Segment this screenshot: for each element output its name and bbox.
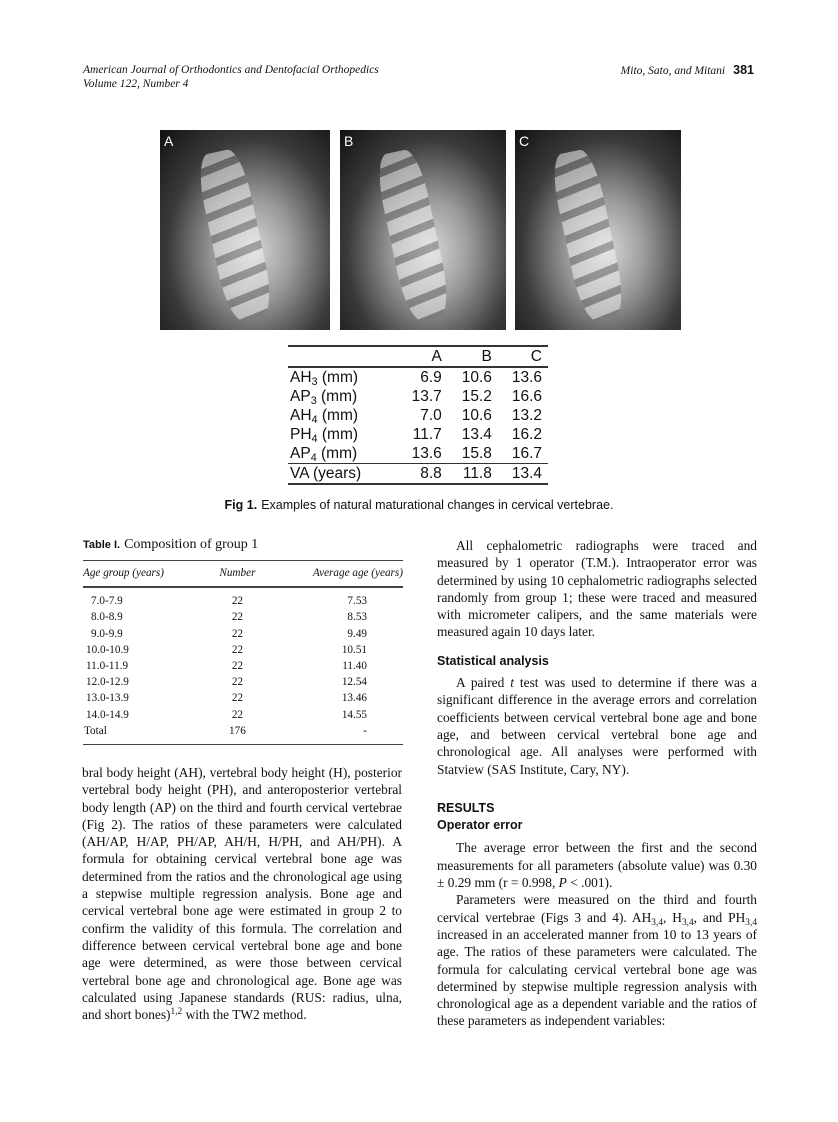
table-cell: 22 [231, 676, 243, 689]
table-cell: 8.53 [347, 611, 367, 624]
text: t [510, 675, 514, 691]
table-cell: 14.0-14.9 [86, 708, 129, 721]
section-heading: Statistical analysis [437, 653, 549, 668]
caption-label: Fig 1. [224, 498, 258, 512]
text: 3 [310, 395, 317, 407]
caption-text: Examples of natural maturational changes in cervical vertebrae. [261, 498, 614, 512]
table-row [83, 626, 403, 642]
table-cell: 7.53 [347, 595, 367, 608]
text: 3,4 [681, 917, 694, 928]
text: 3,4 [745, 917, 757, 928]
subsection-heading: Operator error [437, 818, 523, 833]
col-header: A [398, 346, 448, 367]
text: A paired [456, 675, 511, 691]
table-cell: 10.51 [341, 643, 367, 656]
table-cell: 11.40 [342, 660, 367, 673]
row-label [288, 425, 398, 444]
table-row [288, 464, 548, 485]
col-header [288, 346, 398, 367]
text: < .001). [566, 875, 613, 891]
text: AH [290, 369, 312, 386]
text: increased in an accelerated manner from 10 to 13 years of age. The ratios of these parameters were calculated. The formula for calculating cervical vertebral bone age was determined by stepwise multiple regression analysis with chronological age as a dependent variable and the ratios of these parameters as independent variables: [437, 926, 757, 1029]
table-cell: 9.49 [347, 627, 367, 640]
table-cell: 7.0-7.9 [91, 595, 123, 608]
table-cell: - [292, 723, 403, 745]
left-column [82, 764, 402, 1023]
row-label [288, 367, 398, 387]
journal-volume: Volume 122, Number 4 [83, 78, 189, 90]
table-cell: Total [83, 723, 182, 745]
text: test was used to determine if there was a significant difference in the average errors and correlation coefficients between cervical vertebral bone age and bone age, and between cervical vertebral bone age and chronological age. All analyses were performed with Statview (SAS Institute, Cary, NY). [437, 675, 757, 777]
body-paragraph [437, 839, 757, 891]
table-cell: 13.4 [461, 426, 492, 443]
table-cell: 16.6 [511, 388, 542, 405]
table-title-text: Composition of group 1 [124, 537, 259, 552]
table-row [83, 658, 403, 674]
col-header: C [498, 346, 548, 367]
text: AP [290, 388, 311, 405]
table-cell: 22 [231, 692, 243, 705]
table-row [83, 642, 403, 658]
table-row [83, 690, 403, 706]
text: Parameters were measured on the third and fourth cervical vertebrae (Figs 3 and 4). AH [437, 892, 757, 925]
text: bral body height (AH), vertebral body height (H), posterior vertebral body height (PH), and anteroposterior vertebral body length (AP) on the third and fourth cervical vertebrae (Fig 2). The ratios of these parameters were calculated (AH/AP, H/AP, PH/AP, AH/H, H/PH, and AH/PH). A formula for obtaining cervical vertebral bone age was determined from the ratios and the chronological age using a stepwise multiple regression analysis. Bone age and cervical vertebral bone age were estimated in group 2 to confirm the validity of this formula. The correlation and difference between cervical vertebral bone age and bone age were determined, as were those between cervical vertebral bone age and chronological age. Bone age was calculated using Japanese standards (RUS: radius, ulna, and short bones) [82, 765, 402, 1023]
table-cell: 22 [231, 708, 243, 721]
table-cell: 12.0-12.9 [86, 676, 129, 689]
table-cell: 22 [231, 611, 243, 624]
col-header: Average age (years) [292, 561, 403, 588]
table-cell: 6.9 [420, 369, 442, 386]
panel-label: C [519, 133, 530, 149]
table-cell: 7.0 [420, 407, 442, 424]
text: 3 [311, 376, 318, 388]
panel-label: B [344, 133, 354, 149]
table-cell: 13.4 [498, 464, 548, 485]
text: (mm) [316, 388, 358, 405]
table-row [83, 587, 403, 609]
table-cell: 11.0-11.9 [86, 660, 129, 673]
panel-label: A [164, 133, 174, 149]
table-row [288, 367, 548, 387]
table-row [288, 444, 548, 464]
table-row [83, 609, 403, 625]
row-label [288, 444, 398, 464]
table-cell: 22 [231, 627, 243, 640]
text: with the TW2 method. [182, 1007, 307, 1023]
text: AH [290, 407, 312, 424]
figure1-table [288, 345, 548, 485]
table-cell: 13.6 [411, 445, 442, 462]
authors: Mito, Sato, and Mitani [620, 65, 726, 77]
body-paragraph [437, 674, 757, 778]
radiograph-a [160, 130, 330, 330]
text: The average error between the first and the second measurements for all parameters (absolute value) was 0.30 ± 0.29 mm (r = 0.998, [437, 840, 757, 891]
text: VA (years) [290, 465, 362, 482]
page-number: 381 [733, 63, 754, 77]
table-cell: 10.6 [461, 407, 492, 424]
table-cell: 10.0-10.9 [86, 643, 129, 656]
table-cell: 22 [231, 660, 243, 673]
row-label [288, 406, 398, 425]
table-cell: 9.0-9.9 [91, 627, 123, 640]
col-header: Number [182, 561, 292, 588]
table-row [288, 387, 548, 406]
text: 4 [310, 452, 317, 464]
row-label [288, 464, 398, 485]
table-row [83, 674, 403, 690]
text: 4 [311, 414, 318, 426]
text: , and PH [693, 909, 746, 925]
table-cell: 15.8 [461, 445, 492, 462]
text: PH [290, 426, 312, 443]
table-cell: 15.2 [461, 388, 492, 405]
col-header: Age group (years) [83, 561, 182, 588]
running-header-left [83, 63, 379, 91]
table-cell: 10.6 [461, 369, 492, 386]
body-paragraph: All cephalometric radiographs were traced and measured by 1 operator (T.M.). Intraoperator error was determined by using 10 cephalometric radiographs selected randomly from group 1; these were traced and measured with micrometer calipers, and the same materials were measured again 10 days later. [437, 538, 757, 640]
running-header-right [621, 63, 754, 78]
table-cell: 8.8 [398, 464, 448, 485]
table-cell: 176 [182, 723, 292, 745]
table-cell: 12.54 [341, 676, 367, 689]
table-cell: 16.7 [511, 445, 542, 462]
radiograph-c [515, 130, 681, 330]
table-cell: 16.2 [511, 426, 542, 443]
table-cell: 22 [231, 643, 243, 656]
text: 4 [311, 433, 318, 445]
text: (mm) [317, 407, 359, 424]
citation: 1,2 [170, 1007, 183, 1018]
row-label [288, 387, 398, 406]
table-cell: 13.2 [511, 407, 542, 424]
right-column [437, 537, 757, 1030]
journal-name: American Journal of Orthodontics and Dentofacial Orthopedics [83, 64, 379, 76]
radiograph-b [340, 130, 506, 330]
body-paragraph [82, 764, 402, 1023]
table-cell: 22 [231, 595, 243, 608]
text: , H [663, 909, 682, 925]
text: (mm) [317, 369, 359, 386]
figure-caption [0, 498, 838, 512]
table-cell: 13.6 [511, 369, 542, 386]
table-cell: 11.8 [448, 464, 498, 485]
col-header: B [448, 346, 498, 367]
body-paragraph [437, 891, 757, 1029]
table-label: Table I. [83, 539, 121, 551]
table1 [83, 560, 403, 745]
table1-title [83, 537, 258, 553]
text: AP [290, 445, 311, 462]
text: (mm) [317, 426, 359, 443]
table-row [288, 425, 548, 444]
table-cell: 13.0-13.9 [86, 692, 129, 705]
table-cell: 13.7 [411, 388, 442, 405]
text: P [558, 875, 567, 891]
section-heading: RESULTS [437, 800, 495, 815]
table-row [288, 406, 548, 425]
table-cell: 13.46 [341, 692, 367, 705]
text: (mm) [316, 445, 358, 462]
table-cell: 14.55 [341, 708, 367, 721]
text: 3,4 [651, 917, 663, 928]
table-row [83, 707, 403, 723]
table-cell: 8.0-8.9 [91, 611, 123, 624]
table-row [83, 723, 403, 745]
table-cell: 11.7 [412, 426, 442, 443]
